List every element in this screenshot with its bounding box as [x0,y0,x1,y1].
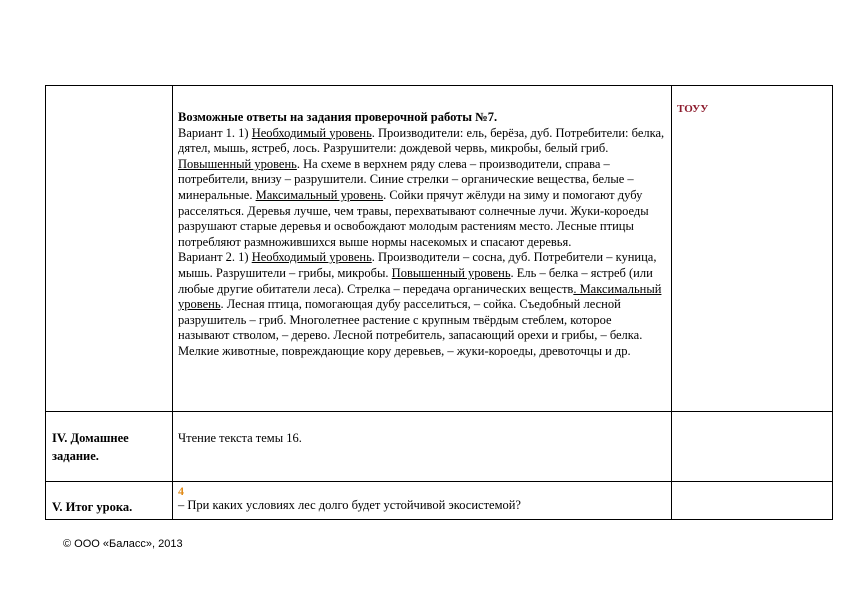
level-maximum-label: Максимальный уровень [255,187,384,202]
task-number: 4 [178,484,184,498]
table-row [46,412,833,482]
table-row [46,482,833,520]
level-required-label: Необходимый уровень [251,125,372,140]
stage-cell [46,482,173,520]
answers-heading: Возможные ответы на задания проверочной работы №7. [178,110,498,124]
level-advanced-label: Повышенный уровень [391,265,511,280]
notes-cell [672,482,833,520]
stage-label-homework: IV. Домашнее задание. [52,431,129,463]
homework-text: Чтение текста темы 16. [178,431,302,445]
copyright-footer: © ООО «Баласс», 2013 [63,538,183,550]
stage-label-summary: V. Итог урока. [52,500,133,514]
homework-cell [173,412,672,482]
table-row [46,86,833,412]
notes-cell [672,412,833,482]
touu-marker: ТОУУ [677,103,709,115]
level-maximum-label: . Максимальный уровень [178,281,662,312]
variant-1-text: Вариант 1. 1) Необходимый уровень. Производители: ель, берёза, дуб. Потребители: белка, дятел, мышь, ястреб, лось. Разрушители: дождевой червь, микробы, белый гриб. Повышенный уровень. На схеме в верхнем ряду слева – производители, справа – потребители, внизу – разрушители. Синие стрелки – органические вещества, белые – минеральные. Максимальный уровень. Сойки прячут жёлуди на зиму и помогают дубу расселяться. Деревья лучше, чем травы, перехватывают солнечные лучи. Жуки-короеды разрушают старые деревья и освобождают молодым растениям место. Лесные птицы потребляют размножившихся выше нормы насекомых и спасают деревья. [178,125,665,249]
stage-cell [46,412,173,482]
lesson-plan-table [45,85,833,520]
level-advanced-label: Повышенный уровень [178,156,297,171]
answers-cell [173,86,672,412]
variant-2-text: Вариант 2. 1) Необходимый уровень. Производители – сосна, дуб. Потребители – куница, мышь. Разрушители – грибы, микробы. Повышенный уровень. Ель – белка – ястреб (или любые другие обитатели леса). Стрелка – передача органических веществ. Максимальный уровень. Лесная птица, помогающая дубу расселиться, – сойка. Съедобный лесной разрушитель – гриб. Многолетнее растение с крупным твёрдым стеблем, которое называют стволом, – дерево. Лесной потребитель, запасающий орехи и грибы, – белка. Мелкие животные, повреждающие кору деревьев, – жуки-короеды, древоточцы и др. [178,250,662,358]
stage-cell-empty [46,86,173,412]
notes-cell [672,86,833,412]
summary-cell [173,482,672,520]
level-required-label: Необходимый уровень [251,250,372,265]
summary-question: – При каких условиях лес долго будет устойчивой экосистемой? [178,498,521,512]
